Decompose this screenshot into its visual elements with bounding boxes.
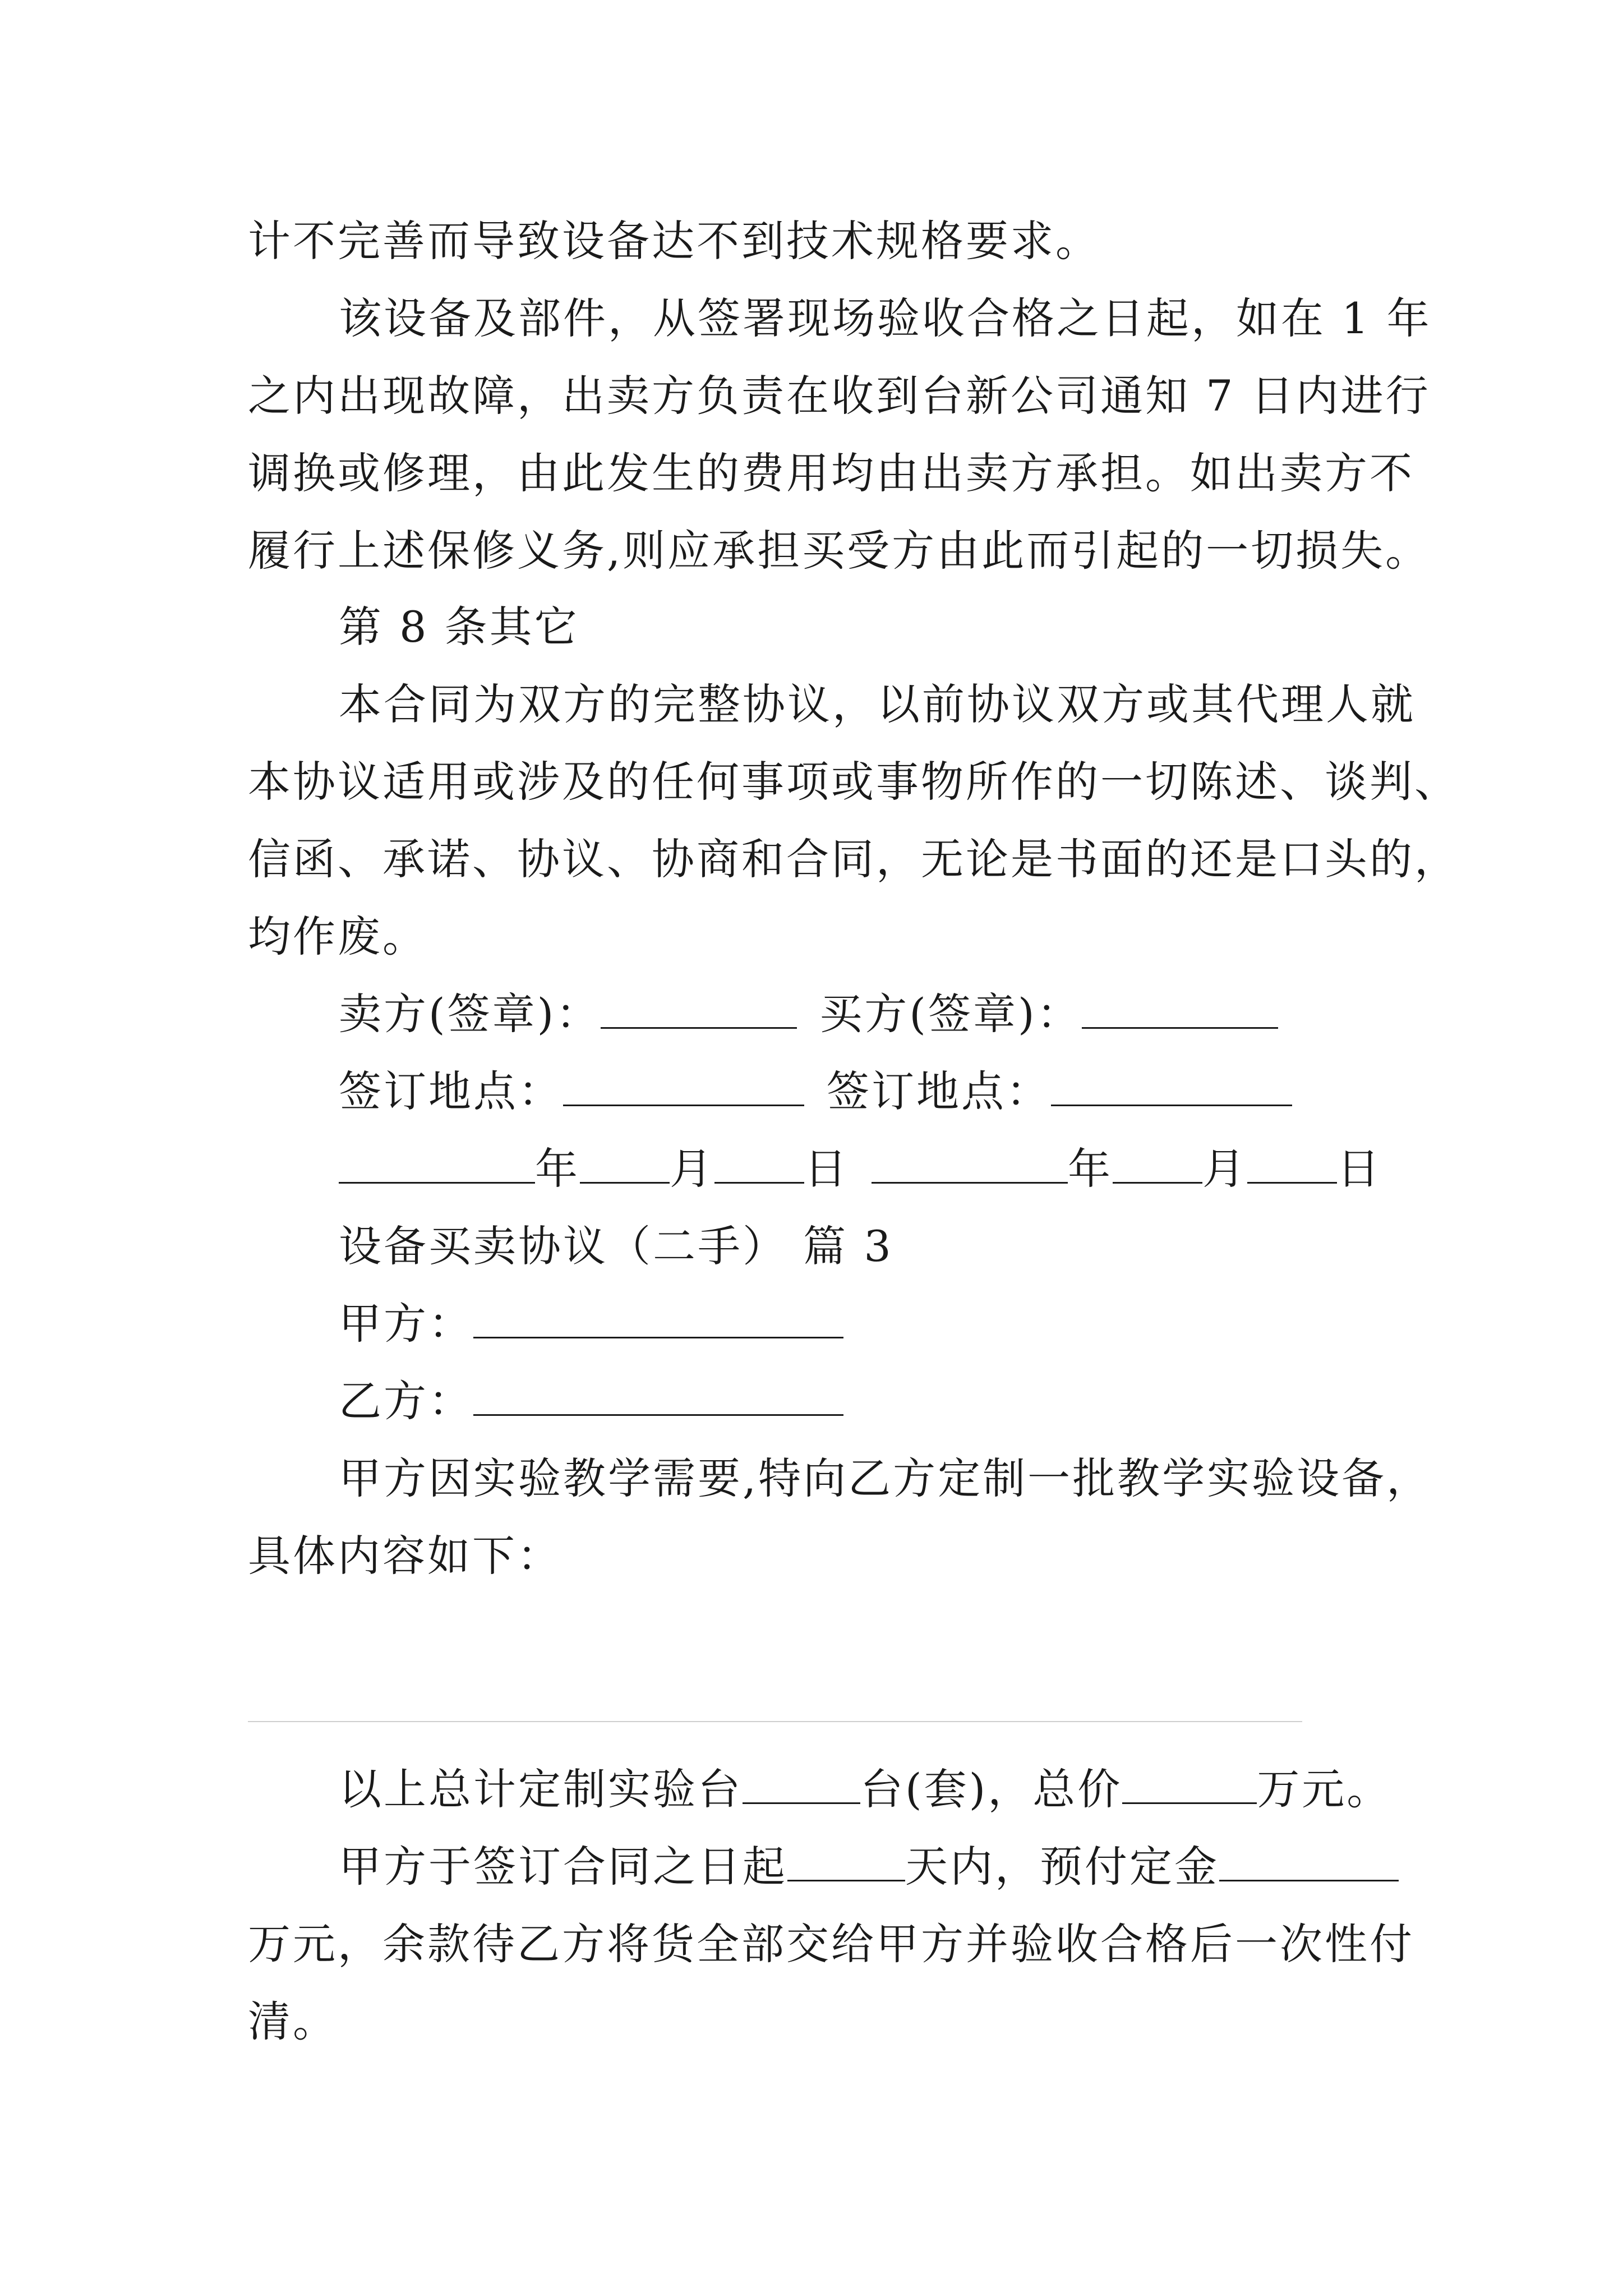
buyer-sign-label: 买方(签章)： [819,989,1082,1039]
total-text: 以上总计定制实验台 [339,1764,743,1814]
year-label: 年 [1068,1144,1113,1194]
total-text: 台(套)，总价 [860,1764,1123,1814]
seller-sign-blank [601,988,797,1029]
table-placeholder-rule [248,1721,1302,1722]
year-label: 年 [535,1144,580,1194]
sign-place-blank [1051,1065,1292,1106]
date-row [339,1141,1382,1197]
paragraph-line: 本协议适用或涉及的任何事项或事物所作的一切陈述、谈判、 [248,757,1459,807]
paragraph-line: 履行上述保修义务,则应承担买受方由此而引起的一切损失。 [248,526,1431,576]
party-b-blank [473,1375,843,1416]
paragraph-line: 该设备及部件，从签署现场验收合格之日起，如在 1 年 [339,293,1432,343]
sign-place-blank [563,1065,804,1106]
paragraph-line: 本合同为双方的完整协议，以前协议双方或其代理人就 [339,679,1415,729]
payment-text: 甲方于签订合同之日起 [339,1842,787,1892]
paragraph-line: 计不完善而导致设备达不到技术规格要求。 [248,216,1100,266]
article-heading: 第 8 条其它 [339,602,579,652]
paragraph-line: 万元，余款待乙方将货全部交给甲方并验收合格后一次性付 [248,1919,1414,1969]
section-title: 设备买卖协议（二手） 篇 3 [339,1221,893,1271]
day-blank [714,1143,804,1184]
day-label: 日 [1337,1144,1382,1194]
party-a-label: 甲方： [339,1299,473,1349]
sign-place-label: 签订地点： [827,1066,1051,1116]
total-row [339,1761,1391,1818]
month-blank [580,1143,670,1184]
party-b-row [339,1373,843,1429]
paragraph-line: 甲方因实验教学需要,特向乙方定制一批教学实验设备， [339,1453,1432,1503]
year-blank [339,1143,535,1184]
seller-sign-row [339,986,1278,1042]
month-blank [1113,1143,1202,1184]
price-blank [1122,1763,1257,1804]
seller-sign-label: 卖方(签章)： [339,989,601,1039]
quantity-blank [743,1763,860,1804]
day-label: 日 [804,1144,849,1194]
party-b-label: 乙方： [339,1376,473,1426]
year-blank [872,1143,1068,1184]
buyer-sign-blank [1082,988,1278,1029]
month-label: 月 [670,1144,714,1194]
paragraph-line: 具体内容如下： [248,1531,562,1581]
party-a-blank [473,1297,843,1338]
month-label: 月 [1202,1144,1247,1194]
paragraph-line: 之内出现故障，出卖方负责在收到台新公司通知 7 日内进行 [248,371,1431,421]
sign-place-row [339,1064,1292,1120]
paragraph-line: 均作废。 [248,912,427,961]
paragraph-line: 信函、承诺、协议、协商和合同，无论是书面的还是口头的， [248,834,1459,884]
day-blank [1247,1143,1337,1184]
party-a-row [339,1296,843,1352]
days-blank [787,1841,905,1881]
payment-text: 天内，预付定金 [905,1842,1219,1892]
sign-place-label: 签订地点： [339,1066,563,1116]
total-text: 万元。 [1257,1764,1392,1814]
payment-row [339,1839,1399,1895]
paragraph-line: 清。 [248,1996,338,2046]
paragraph-line: 调换或修理，由此发生的费用均由出卖方承担。如出卖方不 [248,448,1414,498]
deposit-blank [1219,1841,1399,1881]
